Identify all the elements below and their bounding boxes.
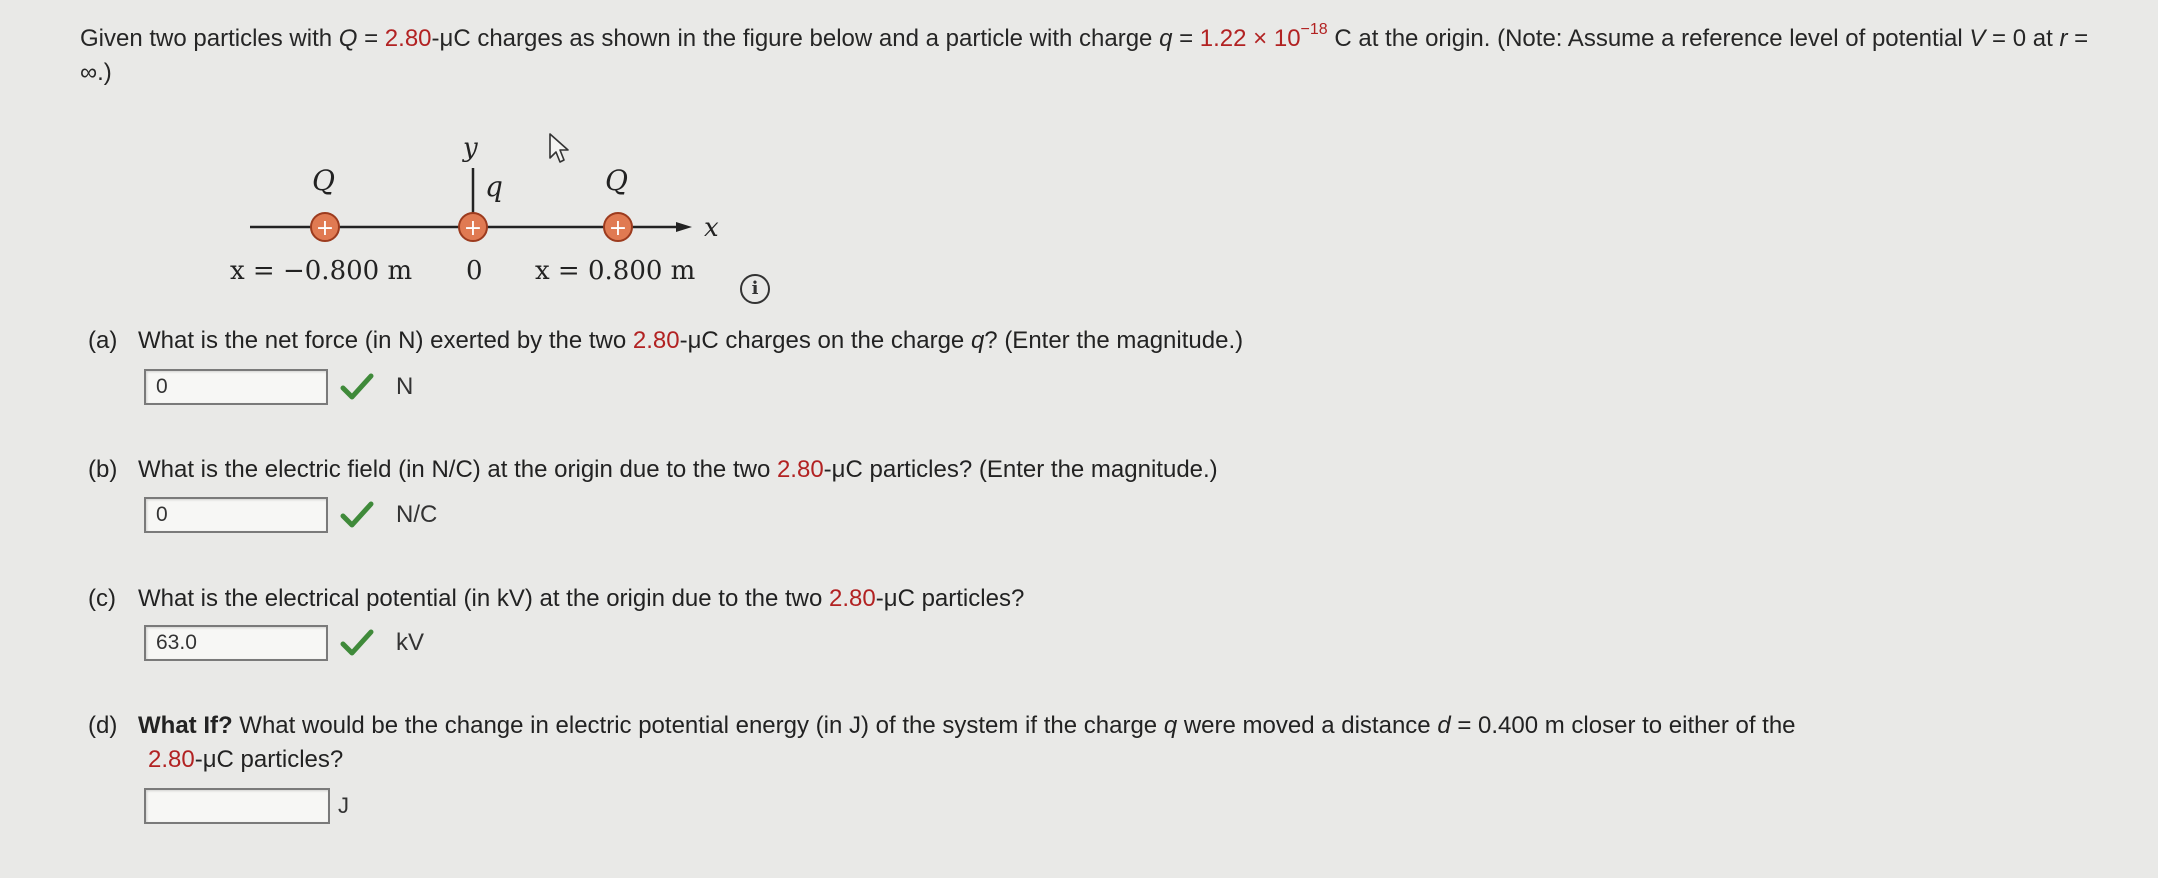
center-charge-label: q — [485, 170, 503, 203]
right-plus-sign: + — [608, 216, 628, 241]
unit-label-a: N — [396, 373, 414, 400]
x-axis-label: x — [704, 213, 719, 243]
charge-diagram — [220, 128, 780, 308]
problem-statement: Given two particles with Q = 2.80-μC charges as shown in the figure below and a particle with charge $q = 1.22 \times 10^{-18}$ C at the origin. (Note: Assume a reference level of potential V = 0 at r = ∞.) — [80, 21, 2089, 86]
answer-input-b[interactable]: 0 — [144, 497, 328, 533]
question-a: (a) What is the net force (in N) exerted by the two 2.80-μC charges on the charge q? (Enter the magnitude.) — [88, 327, 1244, 354]
unit-label-c: kV — [396, 629, 425, 656]
y-axis-label: y — [463, 133, 478, 163]
left-plus-sign: + — [315, 216, 335, 241]
question-c: (c) What is the electrical potential (in kV) at the origin due to the two 2.80-μC particles? — [88, 585, 1025, 612]
unit-label-d: J — [338, 793, 349, 818]
question-d-line2: 2.80-μC particles? — [148, 746, 344, 773]
question-d: (d) What If? What would be the change in electric potential energy (in J) of the system if the charge q were moved a distance d = 0.400 m closer to either of the 2.80-μC particles? — [88, 709, 2078, 777]
question-b: (b) What is the electric field (in N/C) at the origin due to the two 2.80-μC particles? (Enter the magnitude.) — [88, 456, 1218, 483]
answer-input-a[interactable]: 0 — [144, 369, 328, 405]
center-charge — [459, 213, 487, 241]
center-plus-sign: + — [463, 216, 483, 241]
answer-input-d[interactable] — [144, 788, 330, 824]
origin-label: 0 — [466, 256, 483, 286]
q-value-highlight: 2.80 — [384, 25, 432, 52]
x-axis-arrow — [676, 222, 692, 232]
unit-label-b: N/C — [396, 501, 438, 528]
info-icon[interactable]: i — [740, 274, 770, 304]
mouse-pointer-icon — [548, 132, 574, 166]
right-position-label: x = 0.800 m — [535, 256, 696, 286]
correct-check-icon — [340, 499, 374, 531]
correct-check-icon — [340, 371, 374, 403]
left-position-label: x = −0.800 m — [230, 256, 413, 286]
right-charge — [604, 213, 632, 241]
left-charge — [311, 213, 339, 241]
answer-input-c[interactable]: 63.0 — [144, 625, 328, 661]
correct-check-icon — [340, 627, 374, 659]
right-charge-label: Q — [605, 164, 628, 197]
left-charge-label: Q — [312, 164, 335, 197]
